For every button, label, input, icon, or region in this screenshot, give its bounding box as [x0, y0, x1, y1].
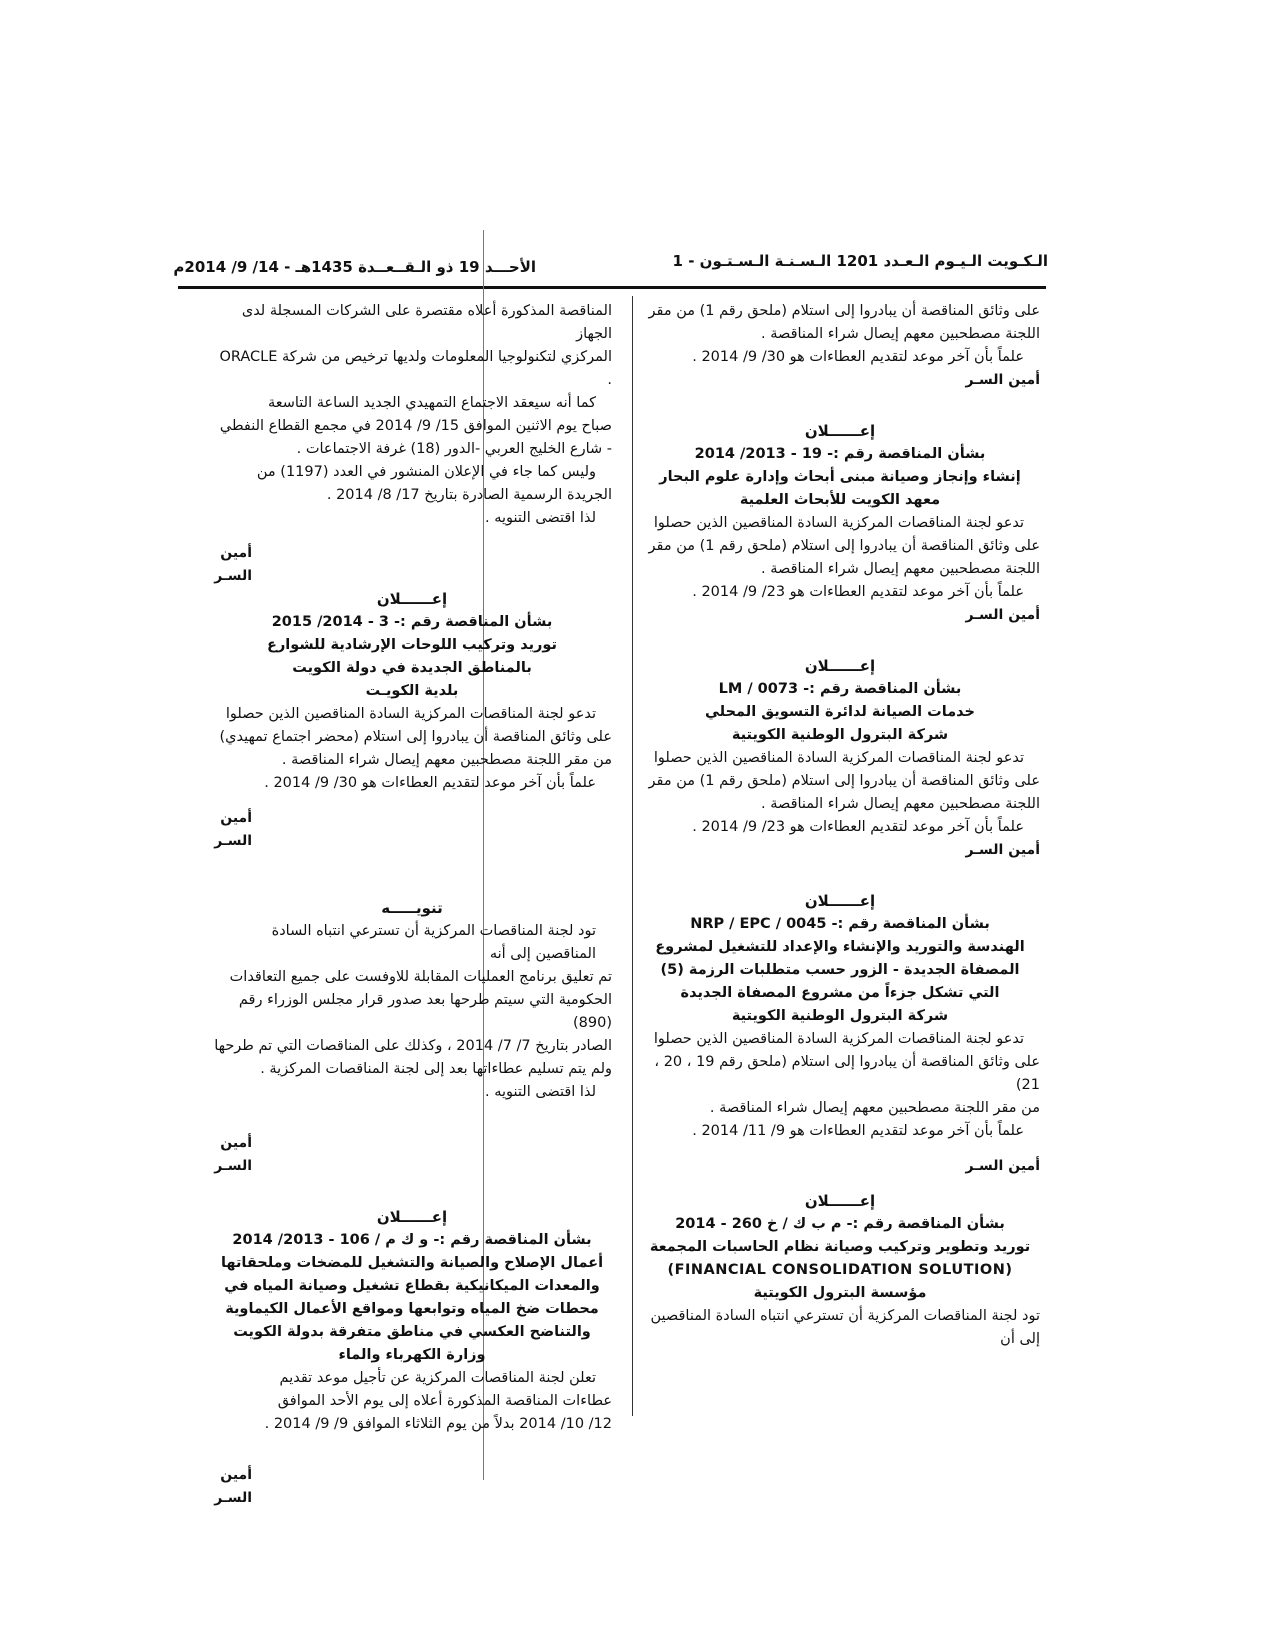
- tender-number: بشأن المناقصة رقم :- LM / 0073: [718, 681, 962, 697]
- tender-subject: المصفاة الجديدة - الزور حسب متطلبات الرزمة (5): [660, 962, 1020, 978]
- signature: أمين السـر: [214, 1467, 252, 1506]
- tender-subject: الهندسة والتوريد والإنشاء والإعداد للتشغيل لمشروع: [655, 939, 1025, 955]
- tender-subject: توريد وتركيب اللوحات الإرشادية للشوارع: [267, 637, 557, 653]
- tender-subject: والتناضح العكسي في مناطق متفرقة بدولة الكويت: [233, 1324, 591, 1340]
- text-line: المناقصة المذكورة أعلاه مقتصرة على الشركات المسجلة لدى الجهاز: [241, 303, 612, 342]
- text-line: لذا اقتضى التنويه .: [485, 510, 596, 526]
- text-line: المركزي لتكنولوجيا المعلومات ولديها ترخيص من شركة ORACLE .: [219, 349, 612, 388]
- announcement-local-marketing: [640, 655, 1040, 862]
- text-line: تدعو لجنة المناقصات المركزية السادة المناقصين الذين حصلوا: [653, 750, 1024, 766]
- announcement-title: إعــــــلان: [376, 590, 448, 608]
- tender-number: بشأن المناقصة رقم :- 3 - 2014/ 2015: [271, 614, 553, 630]
- text-line: اللجنة مصطحبين معهم إيصال شراء المناقصة .: [761, 561, 1040, 577]
- column-divider: [632, 296, 633, 1416]
- text-line: من مقر اللجنة مصطحبين معهم إيصال شراء المناقصة .: [709, 1100, 1040, 1116]
- tender-number: بشأن المناقصة رقم :- و ك م / 106 - 2013/ 2014: [232, 1232, 592, 1248]
- issue-date-header: الأحـــد 19 ذو الـقــعــدة 1435هـ - 14/ 9/ 2014م: [173, 258, 536, 276]
- tender-subject: التي تشكل جزءاً من مشروع المصفاة الجديدة: [680, 985, 1000, 1001]
- signature: أمين السـر: [965, 372, 1040, 388]
- announcement-new-refinery: [640, 890, 1040, 1178]
- tender-subject-english: (FINANCIAL CONSOLIDATION SOLUTION): [667, 1262, 1013, 1278]
- text-line: على وثائق المناقصة أن يبادروا إلى استلام (ملحق رقم 1) من مقر: [648, 303, 1040, 319]
- announcement-title: إعــــــلان: [804, 892, 876, 910]
- tender-subject: والمعدات الميكانيكية بقطاع تشغيل وصيانة المياه في: [224, 1278, 600, 1294]
- text-line: تود لجنة المناقصات المركزية أن تسترعي انتباه السادة المناقصين إلى أنه: [271, 923, 596, 962]
- text-line: تود لجنة المناقصات المركزية أن تسترعي انتباه السادة المناقصين إلى أن: [650, 1308, 1040, 1347]
- left-column: [212, 300, 612, 1510]
- announcement-financial-consolidation: [640, 1190, 1040, 1351]
- right-column: [640, 300, 1040, 1351]
- announcement-marine-research: [640, 420, 1040, 627]
- text-line: تدعو لجنة المناقصات المركزية السادة المناقصين الذين حصلوا: [653, 1031, 1024, 1047]
- tender-subject: بالمناطق الجديدة في دولة الكويت: [292, 660, 532, 676]
- text-line: على وثائق المناقصة أن يبادروا إلى استلام (ملحق رقم 1) من مقر: [648, 773, 1040, 789]
- signature: أمين السـر: [214, 1135, 252, 1174]
- text-line: - شارع الخليج العربي -الدور (18) غرفة الاجتماعات .: [296, 441, 612, 457]
- text-line: لذا اقتضى التنويه .: [485, 1084, 596, 1100]
- text-line: اللجنة مصطحبين معهم إيصال شراء المناقصة .: [761, 796, 1040, 812]
- announcement-title: إعــــــلان: [804, 422, 876, 440]
- tender-subject: محطات ضخ المياه وتوابعها ومواقع الأعمال الكيماوية: [225, 1301, 599, 1317]
- tender-subject: إنشاء وإنجاز وصيانة مبنى أبحاث وإدارة علوم البحار: [659, 469, 1021, 485]
- text-line: تم تعليق برنامج العمليات المقابلة للاوفست على جميع التعاقدات: [229, 969, 612, 985]
- announcement-title: إعــــــلان: [804, 657, 876, 675]
- deadline-line: علماً بأن آخر موعد لتقديم العطاءات هو 23/ 9/ 2014 .: [692, 819, 1024, 835]
- text-line: الحكومية التي سيتم طرحها بعد صدور قرار مجلس الوزراء رقم (890): [238, 992, 612, 1031]
- signature: أمين السـر: [214, 810, 252, 849]
- signature: أمين السـر: [965, 842, 1040, 858]
- text-line: تدعو لجنة المناقصات المركزية السادة المناقصين الذين حصلوا: [653, 515, 1024, 531]
- tender-subject: توريد وتطوير وتركيب وصيانة نظام الحاسبات المجمعة: [649, 1239, 1031, 1255]
- announcement-street-signs: [212, 588, 612, 853]
- signature: أمين السـر: [214, 545, 252, 584]
- text-line: ولم يتم تسليم عطاءاتها بعد إلى لجنة المناقصات المركزية .: [260, 1061, 612, 1077]
- text-line: تدعو لجنة المناقصات المركزية السادة المناقصين الذين حصلوا: [225, 706, 596, 722]
- text-line: على وثائق المناقصة أن يبادروا إلى استلام (محضر اجتماع تمهيدي): [219, 729, 612, 745]
- text-line: الصادر بتاريخ 7/ 7/ 2014 ، وكذلك على المناقصات التي تم طرحها: [214, 1038, 612, 1054]
- text-line: وليس كما جاء في الإعلان المنشور في العدد (1197) من: [256, 464, 596, 480]
- announcement-title: إعــــــلان: [804, 1192, 876, 1210]
- tender-number: بشأن المناقصة رقم :- 19 - 2013/ 2014: [694, 446, 986, 462]
- tender-entity: بلدية الكويـت: [365, 683, 459, 699]
- text-line: على وثائق المناقصة أن يبادروا إلى استلام (ملحق رقم 1) من مقر: [648, 538, 1040, 554]
- text-line: كما أنه سيعقد الاجتماع التمهيدي الجديد الساعة التاسعة: [267, 395, 596, 411]
- tender-entity: مؤسسة البترول الكويتية: [753, 1285, 927, 1301]
- tender-entity: معهد الكويت للأبحاث العلمية: [739, 492, 941, 508]
- tender-number: بشأن المناقصة رقم :- م ب ك / خ 260 - 2014: [675, 1216, 1005, 1232]
- continued-announcement: [212, 300, 612, 588]
- announcement-water-pumps: [212, 1206, 612, 1510]
- gazette-title-header: الـكـويت الـيـوم الـعـدد 1201 الـسـنـة الـسـتـون - 1: [672, 252, 1048, 270]
- tender-number: بشأن المناقصة رقم :- NRP / EPC / 0045: [690, 916, 990, 932]
- tender-entity: شركة البترول الوطنية الكويتية: [731, 1008, 949, 1024]
- header-rule: [178, 286, 1046, 289]
- tender-subject: خدمات الصيانة لدائرة التسويق المحلي: [705, 704, 975, 720]
- deadline-line: علماً بأن آخر موعد لتقديم العطاءات هو 9/ 11/ 2014 .: [692, 1123, 1024, 1139]
- deadline-line: علماً بأن آخر موعد لتقديم العطاءات هو 30/ 9/ 2014 .: [692, 349, 1024, 365]
- text-line: اللجنة مصطحبين معهم إيصال شراء المناقصة .: [761, 326, 1040, 342]
- text-line: الجريدة الرسمية الصادرة بتاريخ 17/ 8/ 2014 .: [326, 487, 612, 503]
- notice-offset-program: [212, 897, 612, 1178]
- signature: أمين السـر: [965, 1158, 1040, 1174]
- text-line: على وثائق المناقصة أن يبادروا إلى استلام (ملحق رقم 19 ، 20 ، 21): [654, 1054, 1040, 1093]
- continued-announcement: [640, 300, 1040, 392]
- announcement-title: إعــــــلان: [376, 1208, 448, 1226]
- tender-subject: أعمال الإصلاح والصيانة والتشغيل للمضخات وملحقاتها: [220, 1255, 604, 1271]
- deadline-line: علماً بأن آخر موعد لتقديم العطاءات هو 23/ 9/ 2014 .: [692, 584, 1024, 600]
- text-line: 12/ 10/ 2014 بدلاً من يوم الثلاثاء الموافق 9/ 9/ 2014 .: [264, 1416, 612, 1432]
- text-line: صباح يوم الاثنين الموافق 15/ 9/ 2014 في مجمع القطاع النفطي: [219, 418, 612, 434]
- text-line: من مقر اللجنة مصطحبين معهم إيصال شراء المناقصة .: [281, 752, 612, 768]
- tender-entity: شركة البترول الوطنية الكويتية: [731, 727, 949, 743]
- text-line: عطاءات المناقصة المذكورة أعلاه إلى يوم الأحد الموافق: [277, 1393, 612, 1409]
- signature: أمين السـر: [965, 607, 1040, 623]
- deadline-line: علماً بأن آخر موعد لتقديم العطاءات هو 30/ 9/ 2014 .: [264, 775, 596, 791]
- tender-entity: وزارة الكهرباء والماء: [338, 1347, 486, 1363]
- notice-title: تنويـــــه: [381, 899, 443, 917]
- text-line: تعلن لجنة المناقصات المركزية عن تأجيل موعد تقديم: [279, 1370, 596, 1386]
